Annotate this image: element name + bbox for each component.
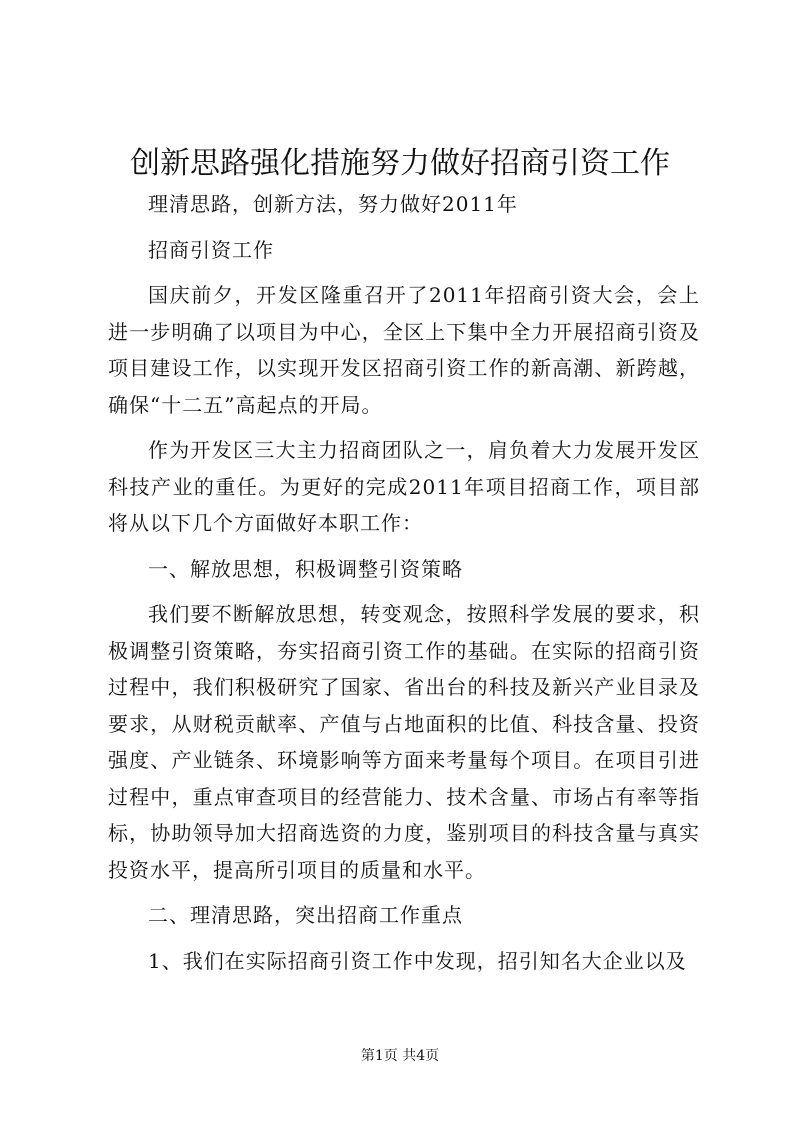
paragraph-section-1: 我们要不断解放思想，转变观念，按照科学发展的要求，积极调整引资策略，夯实招商引资工作的基础。在实际的招商引资过程中，我们积极研究了国家、省出台的科技及新兴产业目录及要求，从财税贡献率、产值与占地面积的比值、科技含量、投资强度、产业链条、环境影响等方面来考量每个项目。在项目引进过程中，重点审查项目的经营能力、技术含量、市场占有率等指标，协助领导加大招商选资的力度，鉴别项目的科技含量与真实投资水平，提高所引项目的质量和水平。 (108, 602, 700, 882)
document-title: 创新思路强化措施努力做好招商引资工作 (130, 146, 670, 181)
paragraph-subtitle-line2: 招商引资工作 (148, 237, 274, 262)
paragraph-intro: 国庆前夕，开发区隆重召开了2011年招商引资大会，会上进一步明确了以项目为中心，全区上下集中全力开展招商引资及项目建设工作，以实现开发区招商引资工作的新高潮、新跨越，确保“十二五”高起点的开局。 (108, 283, 700, 417)
document-body (108, 186, 700, 979)
section-heading-1: 一、解放思想，积极调整引资策略 (148, 556, 463, 581)
section-heading-2: 二、理清思路，突出招商工作重点 (148, 903, 463, 927)
page-number-footer: 第1页 共4页 (360, 1048, 440, 1064)
paragraph-subtitle-line1: 理清思路，创新方法，努力做好2011年 (148, 192, 518, 216)
paragraph-team: 作为开发区三大主力招商团队之一，肩负着大力发展开发区科技产业的重任。为更好的完成2011年项目招商工作，项目部将从以下几个方面做好本职工作： (108, 438, 700, 535)
paragraph-section-2-item-1: 1、我们在实际招商引资工作中发现，招引知名大企业以及 (148, 948, 687, 973)
